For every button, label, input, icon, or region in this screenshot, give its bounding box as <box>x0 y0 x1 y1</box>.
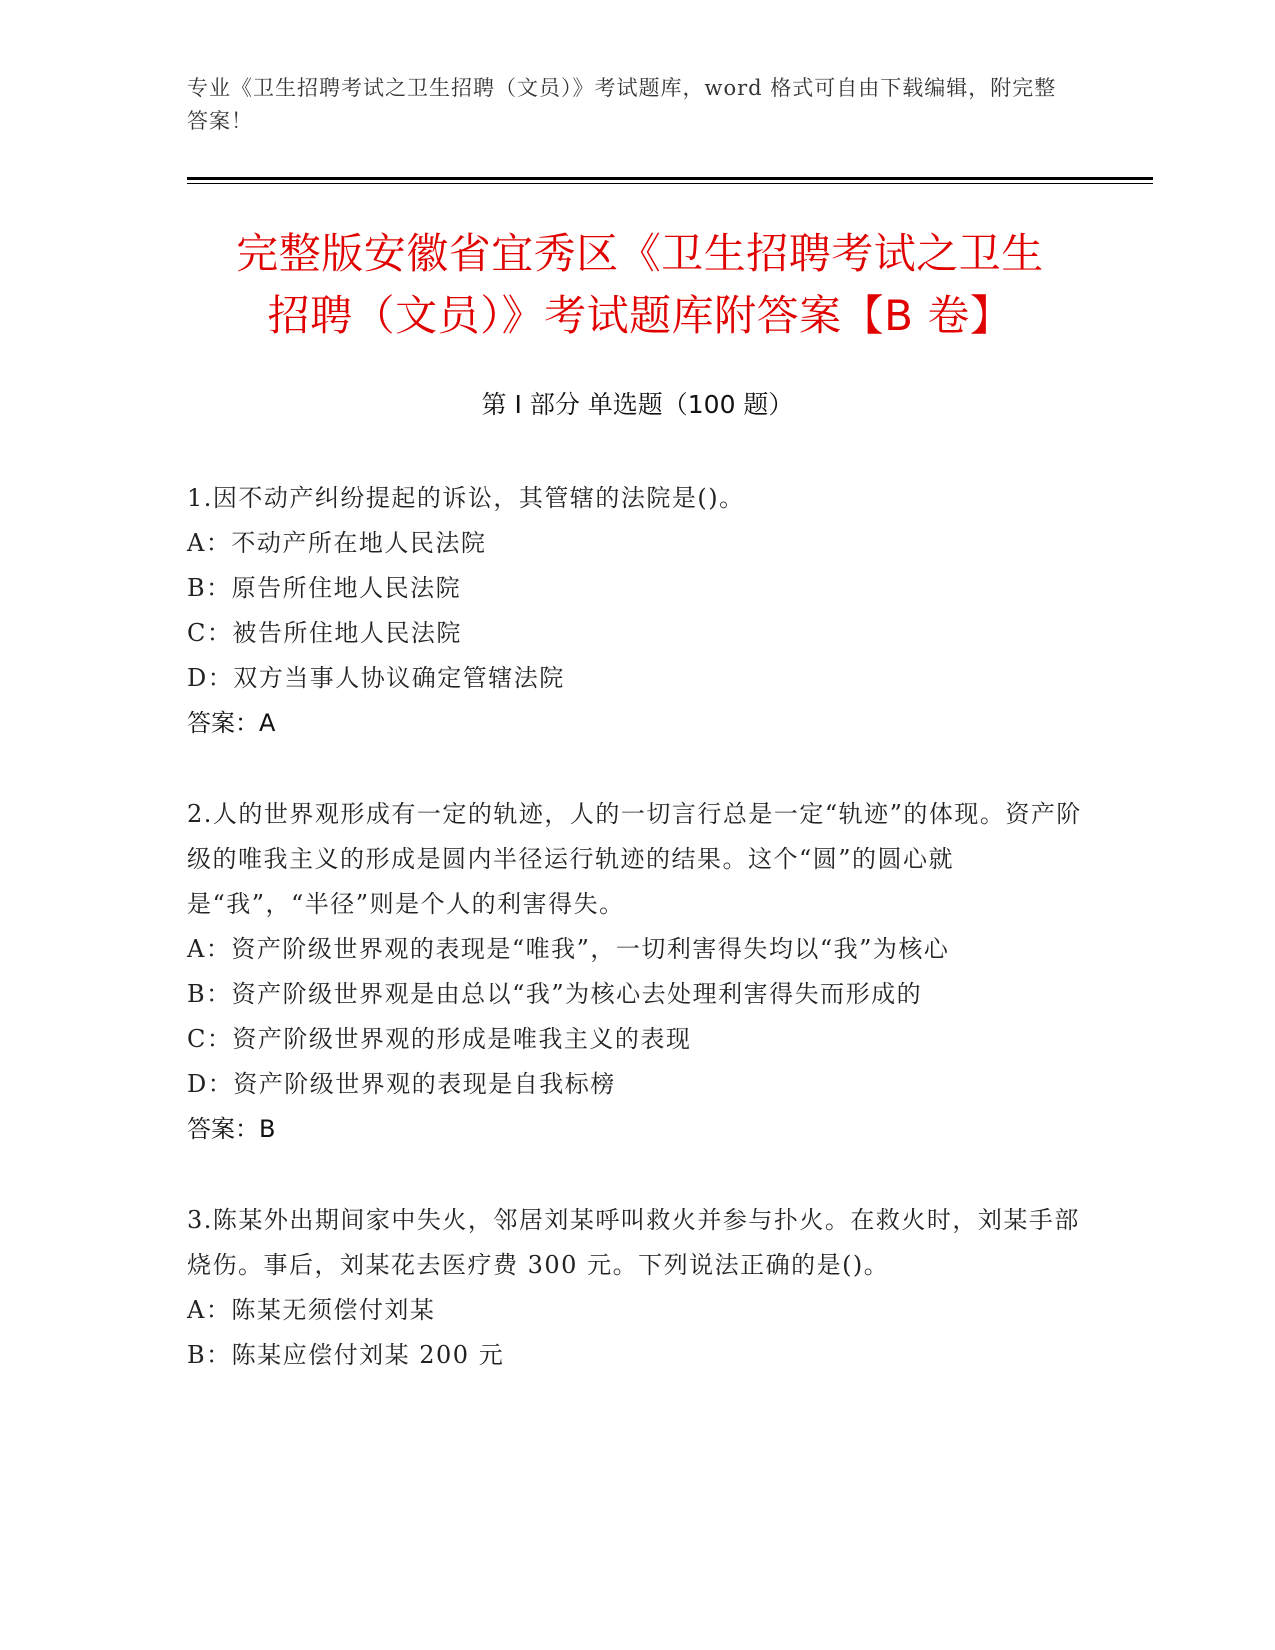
question-3 <box>187 1198 1087 1378</box>
answer: 答案：A <box>187 709 276 737</box>
option-a: A：不动产所在地人民法院 <box>187 529 487 557</box>
document-title <box>150 223 1130 347</box>
option-b: B：陈某应偿付刘某 200 元 <box>187 1341 505 1369</box>
question-2 <box>187 792 1087 1152</box>
option-b: B：资产阶级世界观是由总以“我”为核心去处理利害得失而形成的 <box>187 980 923 1008</box>
header-rule-thin <box>187 183 1153 184</box>
option-d: D：双方当事人协议确定管辖法院 <box>187 664 565 692</box>
option-c: C：被告所住地人民法院 <box>187 619 462 647</box>
question-text: 2.人的世界观形成有一定的轨迹，人的一切言行总是一定“轨迹”的体现。资产阶级的唯我主义的形成是圆内半径运行轨迹的结果。这个“圆”的圆心就是“我”，“半径”则是个人的利害得失。 <box>187 800 1082 918</box>
question-1 <box>187 476 1087 746</box>
section-title: 第 I 部分 单选题（100 题） <box>481 390 794 419</box>
option-d: D：资产阶级世界观的表现是自我标榜 <box>187 1070 616 1098</box>
question-list <box>187 476 1087 1424</box>
question-text: 3.陈某外出期间家中失火，邻居刘某呼叫救火并参与扑火。在救火时，刘某手部烧伤。事后，刘某花去医疗费 300 元。下列说法正确的是()。 <box>187 1206 1080 1279</box>
header-rule-thick <box>187 177 1153 180</box>
option-a: A：陈某无须偿付刘某 <box>187 1296 436 1324</box>
option-b: B：原告所住地人民法院 <box>187 574 462 602</box>
document-title-line-2: 招聘（文员）》考试题库附答案【B 卷】 <box>267 291 1013 340</box>
option-c: C：资产阶级世界观的形成是唯我主义的表现 <box>187 1025 692 1053</box>
question-text: 1.因不动产纠纷提起的诉讼，其管辖的法院是()。 <box>187 484 745 512</box>
option-a: A：资产阶级世界观的表现是“唯我”，一切利害得失均以“我”为核心 <box>187 935 950 963</box>
answer: 答案：B <box>187 1115 276 1143</box>
header-note: 专业《卫生招聘考试之卫生招聘（文员）》考试题库，word 格式可自由下载编辑，附完整答案！ <box>187 76 1057 133</box>
document-title-line-1: 完整版安徽省宜秀区《卫生招聘考试之卫生 <box>236 229 1044 278</box>
